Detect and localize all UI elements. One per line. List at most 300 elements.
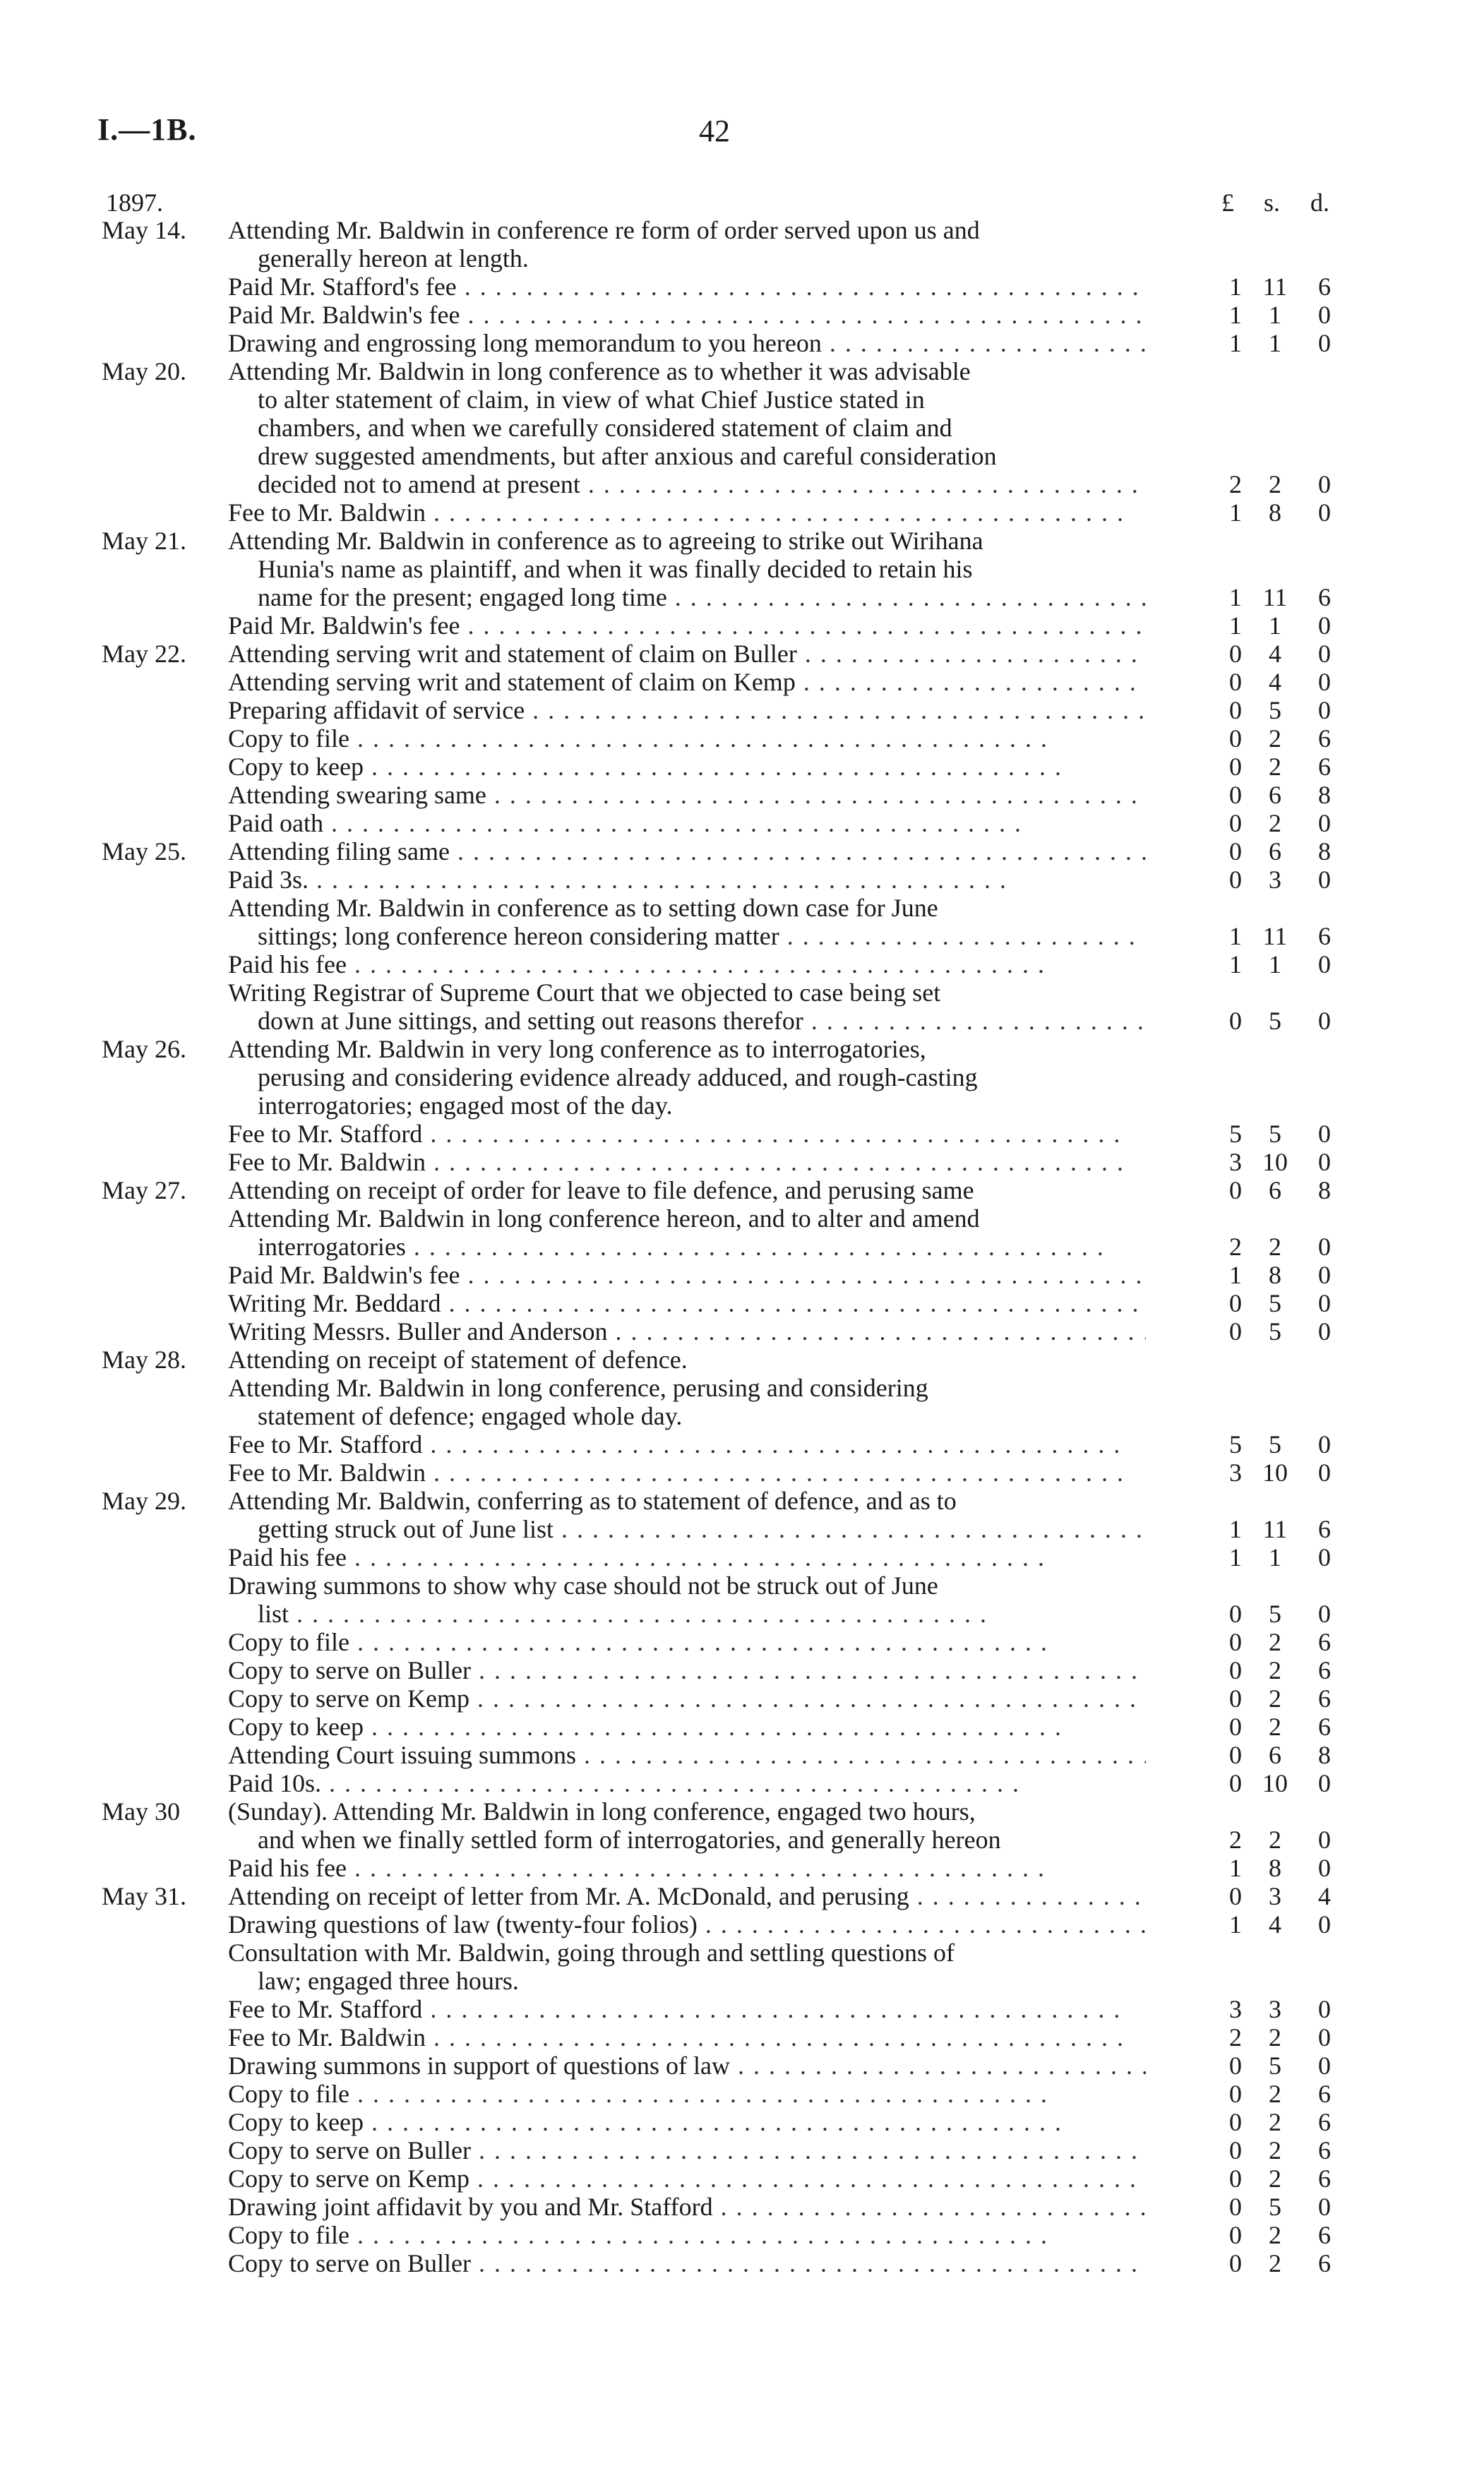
entry-description: Attending Mr. Baldwin in long conference hereon, and to alter and amend: [228, 1204, 980, 1233]
amount-pounds: 5: [1229, 1120, 1242, 1148]
entry-description: Attending Mr. Baldwin in conference re form of order served upon us and: [228, 216, 980, 244]
amount-pounds: 1: [1229, 922, 1242, 950]
entry-description: Paid oath . . .: [228, 809, 1146, 837]
ledger-row: [0, 2249, 1484, 2277]
ledger-row: [0, 1204, 1484, 1233]
amount-pounds: 0: [1229, 1176, 1242, 1204]
amount-pounds: 0: [1229, 837, 1242, 865]
amount-pounds: 0: [1229, 1628, 1242, 1656]
amount-shillings: 5: [1269, 1289, 1281, 1317]
entry-description: Copy to keep . . .: [228, 753, 1146, 781]
amount-pounds: 0: [1229, 2136, 1242, 2164]
amount-shillings: 2: [1269, 1233, 1281, 1261]
ledger-row: [0, 301, 1484, 329]
ledger-row: [0, 329, 1484, 357]
entry-description: interrogatories . . .: [258, 1233, 1146, 1261]
ledger-row: [0, 2164, 1484, 2193]
ledger-row: [0, 1035, 1484, 1063]
entry-description: Attending Mr. Baldwin, conferring as to statement of defence, and as to: [228, 1487, 957, 1515]
entry-description: Attending Court issuing summons . . .: [228, 1741, 1146, 1769]
amount-pence: 0: [1318, 1007, 1331, 1035]
ledger-row: [0, 922, 1484, 950]
ledger-row: [0, 1515, 1484, 1543]
ledger-row: [0, 1063, 1484, 1091]
entry-description: statement of defence; engaged whole day.: [258, 1402, 683, 1430]
amount-pence: 0: [1318, 1600, 1331, 1628]
ledger-table: [0, 216, 1484, 2277]
amount-pence: 0: [1318, 1120, 1331, 1148]
ledger-row: [0, 1233, 1484, 1261]
amount-pounds: 0: [1229, 1882, 1242, 1910]
ledger-row: [0, 1346, 1484, 1374]
ledger-row: [0, 1967, 1484, 1995]
amount-pounds: 2: [1229, 2023, 1242, 2051]
amount-shillings: 2: [1269, 1656, 1281, 1684]
amount-shillings: 8: [1269, 1261, 1281, 1289]
entry-description: Copy to file . . .: [228, 2080, 1146, 2108]
ledger-row: [0, 1571, 1484, 1600]
ledger-row: [0, 724, 1484, 753]
amount-pence: 0: [1318, 1317, 1331, 1346]
amount-pence: 8: [1318, 837, 1331, 865]
ledger-row: [0, 1374, 1484, 1402]
amount-pence: 0: [1318, 1826, 1331, 1854]
entry-description: Fee to Mr. Baldwin . . .: [228, 498, 1146, 527]
entry-date: May 20.: [102, 357, 186, 385]
entry-date: May 25.: [102, 837, 186, 865]
amount-pence: 0: [1318, 2193, 1331, 2221]
amount-shillings: 8: [1269, 1854, 1281, 1882]
amount-pence: 8: [1318, 781, 1331, 809]
amount-pounds: 0: [1229, 2108, 1242, 2136]
amount-pence: 6: [1318, 1515, 1331, 1543]
amount-pence: 0: [1318, 498, 1331, 527]
entry-date: May 27.: [102, 1176, 186, 1204]
ledger-row: [0, 1741, 1484, 1769]
entry-date: May 22.: [102, 640, 186, 668]
amount-pence: 0: [1318, 1854, 1331, 1882]
amount-shillings: 2: [1269, 1713, 1281, 1741]
amount-pounds: 0: [1229, 668, 1242, 696]
entry-description: getting struck out of June list . . .: [258, 1515, 1146, 1543]
entry-description: law; engaged three hours.: [258, 1967, 519, 1995]
amount-shillings: 2: [1269, 724, 1281, 753]
entry-description: Paid 10s. . . .: [228, 1769, 1146, 1797]
ledger-row: [0, 1487, 1484, 1515]
entry-description: Attending Mr. Baldwin in long conference as to whether it was advisable: [228, 357, 971, 385]
shillings-column-header: s.: [1264, 188, 1281, 217]
amount-pence: 8: [1318, 1741, 1331, 1769]
ledger-row: [0, 2023, 1484, 2051]
amount-shillings: 1: [1269, 950, 1281, 978]
ledger-row: [0, 1628, 1484, 1656]
amount-shillings: 5: [1269, 1120, 1281, 1148]
amount-shillings: 2: [1269, 470, 1281, 498]
amount-shillings: 2: [1269, 809, 1281, 837]
amount-pence: 6: [1318, 753, 1331, 781]
amount-pounds: 0: [1229, 809, 1242, 837]
amount-shillings: 11: [1262, 583, 1288, 611]
ledger-row: [0, 809, 1484, 837]
amount-pence: 6: [1318, 1656, 1331, 1684]
ledger-row: [0, 2193, 1484, 2221]
ledger-row: [0, 470, 1484, 498]
amount-pence: 0: [1318, 640, 1331, 668]
entry-description: list . . .: [258, 1600, 1146, 1628]
amount-pounds: 0: [1229, 753, 1242, 781]
entry-description: Paid Mr. Baldwin's fee . . .: [228, 1261, 1146, 1289]
ledger-row: [0, 1430, 1484, 1458]
amount-shillings: 2: [1269, 2023, 1281, 2051]
entry-description: Copy to file . . .: [228, 724, 1146, 753]
entry-description: Paid Mr. Stafford's fee . . .: [228, 272, 1146, 301]
ledger-row: [0, 978, 1484, 1007]
amount-pence: 0: [1318, 2023, 1331, 2051]
entry-description: name for the present; engaged long time . . .: [258, 583, 1146, 611]
amount-pence: 0: [1318, 1430, 1331, 1458]
amount-pence: 6: [1318, 2249, 1331, 2277]
amount-pounds: 1: [1229, 611, 1242, 640]
entry-description: Paid 3s. . . .: [228, 865, 1146, 894]
entry-description: Copy to serve on Buller . . .: [228, 2249, 1146, 2277]
ledger-row: [0, 1769, 1484, 1797]
entry-description: Attending filing same . . .: [228, 837, 1146, 865]
amount-pounds: 1: [1229, 1854, 1242, 1882]
amount-shillings: 2: [1269, 1628, 1281, 1656]
amount-pounds: 3: [1229, 1995, 1242, 2023]
amount-pounds: 0: [1229, 1769, 1242, 1797]
ledger-row: [0, 244, 1484, 272]
entry-description: chambers, and when we carefully considered statement of claim and: [258, 414, 952, 442]
amount-shillings: 1: [1269, 301, 1281, 329]
amount-pence: 6: [1318, 2221, 1331, 2249]
ledger-row: [0, 1176, 1484, 1204]
amount-pounds: 0: [1229, 2080, 1242, 2108]
amount-shillings: 4: [1269, 1910, 1281, 1939]
amount-pounds: 0: [1229, 1684, 1242, 1713]
amount-pence: 6: [1318, 583, 1331, 611]
amount-pounds: 0: [1229, 1741, 1242, 1769]
entry-date: May 14.: [102, 216, 186, 244]
amount-pence: 0: [1318, 301, 1331, 329]
ledger-row: [0, 2108, 1484, 2136]
entry-description: Paid his fee . . .: [228, 1854, 1146, 1882]
amount-pence: 0: [1318, 470, 1331, 498]
amount-shillings: 2: [1269, 2164, 1281, 2193]
amount-pounds: 0: [1229, 1317, 1242, 1346]
ledger-row: [0, 555, 1484, 583]
amount-pence: 6: [1318, 2136, 1331, 2164]
amount-pounds: 0: [1229, 2051, 1242, 2080]
amount-pence: 4: [1318, 1882, 1331, 1910]
amount-pence: 0: [1318, 1458, 1331, 1487]
amount-shillings: 2: [1269, 2108, 1281, 2136]
amount-shillings: 2: [1269, 1826, 1281, 1854]
amount-shillings: 11: [1262, 272, 1288, 301]
amount-shillings: 2: [1269, 2221, 1281, 2249]
amount-pence: 6: [1318, 1713, 1331, 1741]
amount-pounds: 1: [1229, 498, 1242, 527]
ledger-row: [0, 1600, 1484, 1628]
ledger-row: [0, 865, 1484, 894]
amount-shillings: 5: [1269, 1600, 1281, 1628]
amount-shillings: 5: [1269, 696, 1281, 724]
amount-shillings: 2: [1269, 753, 1281, 781]
entry-description: Copy to keep . . .: [228, 2108, 1146, 2136]
amount-pence: 0: [1318, 696, 1331, 724]
amount-pence: 6: [1318, 2164, 1331, 2193]
amount-pounds: 0: [1229, 2193, 1242, 2221]
entry-description: Attending serving writ and statement of claim on Buller . . .: [228, 640, 1146, 668]
entry-description: Paid Mr. Baldwin's fee . . .: [228, 611, 1146, 640]
amount-pence: 0: [1318, 1148, 1331, 1176]
amount-pounds: 1: [1229, 301, 1242, 329]
amount-shillings: 6: [1269, 837, 1281, 865]
ledger-row: [0, 837, 1484, 865]
amount-pounds: 0: [1229, 2221, 1242, 2249]
amount-pounds: 5: [1229, 1430, 1242, 1458]
entry-date: May 28.: [102, 1346, 186, 1374]
ledger-row: [0, 1091, 1484, 1120]
amount-pounds: 2: [1229, 1233, 1242, 1261]
amount-pence: 0: [1318, 2051, 1331, 2080]
entry-description: Attending swearing same . . .: [228, 781, 1146, 809]
entry-date: May 30: [102, 1797, 180, 1826]
amount-pounds: 0: [1229, 865, 1242, 894]
amount-pounds: 1: [1229, 1543, 1242, 1571]
entry-description: Writing Registrar of Supreme Court that we objected to case being set: [228, 978, 941, 1007]
amount-pounds: 0: [1229, 781, 1242, 809]
entry-description: Hunia's name as plaintiff, and when it was finally decided to retain his: [258, 555, 973, 583]
entry-description: Fee to Mr. Baldwin . . .: [228, 1148, 1146, 1176]
amount-pence: 0: [1318, 1910, 1331, 1939]
amount-shillings: 2: [1269, 2080, 1281, 2108]
amount-pounds: 2: [1229, 1826, 1242, 1854]
amount-pence: 0: [1318, 611, 1331, 640]
entry-description: Writing Messrs. Buller and Anderson . . .: [228, 1317, 1146, 1346]
amount-shillings: 6: [1269, 1741, 1281, 1769]
amount-shillings: 3: [1269, 1995, 1281, 2023]
entry-description: to alter statement of claim, in view of what Chief Justice stated in: [258, 385, 925, 414]
amount-pounds: 1: [1229, 583, 1242, 611]
entry-date: May 21.: [102, 527, 186, 555]
entry-description: Attending Mr. Baldwin in long conference, perusing and considering: [228, 1374, 928, 1402]
amount-pence: 0: [1318, 1233, 1331, 1261]
amount-shillings: 2: [1269, 2136, 1281, 2164]
amount-pence: 0: [1318, 950, 1331, 978]
ledger-row: [0, 1402, 1484, 1430]
entry-description: drew suggested amendments, but after anxious and careful consideration: [258, 442, 997, 470]
ledger-row: [0, 1261, 1484, 1289]
pence-column-header: d.: [1310, 188, 1329, 217]
amount-pence: 0: [1318, 668, 1331, 696]
entry-description: Fee to Mr. Stafford . . .: [228, 1995, 1146, 2023]
amount-shillings: 5: [1269, 2193, 1281, 2221]
ledger-row: [0, 1684, 1484, 1713]
amount-pence: 0: [1318, 865, 1331, 894]
ledger-row: [0, 753, 1484, 781]
amount-pounds: 3: [1229, 1148, 1242, 1176]
amount-pounds: 1: [1229, 272, 1242, 301]
paper-reference: I.—1B.: [97, 112, 197, 147]
amount-pounds: 0: [1229, 1007, 1242, 1035]
amount-shillings: 1: [1269, 329, 1281, 357]
amount-pounds: 0: [1229, 2164, 1242, 2193]
amount-pence: 6: [1318, 1628, 1331, 1656]
ledger-row: [0, 894, 1484, 922]
amount-shillings: 10: [1262, 1769, 1288, 1797]
ledger-row: [0, 357, 1484, 385]
amount-shillings: 11: [1262, 1515, 1288, 1543]
ledger-row: [0, 272, 1484, 301]
amount-pounds: 1: [1229, 329, 1242, 357]
amount-shillings: 3: [1269, 1882, 1281, 1910]
entry-description: Copy to serve on Kemp . . .: [228, 1684, 1146, 1713]
ledger-row: [0, 385, 1484, 414]
ledger-row: [0, 498, 1484, 527]
entry-description: Attending Mr. Baldwin in conference as to agreeing to strike out Wirihana: [228, 527, 983, 555]
amount-pounds: 3: [1229, 1458, 1242, 1487]
entry-description: Drawing and engrossing long memorandum to you hereon . . .: [228, 329, 1146, 357]
amount-shillings: 1: [1269, 1543, 1281, 1571]
ledger-row: [0, 1148, 1484, 1176]
entry-description: Copy to file . . .: [228, 1628, 1146, 1656]
page-number: 42: [699, 114, 730, 148]
amount-pounds: 0: [1229, 724, 1242, 753]
ledger-row: [0, 1713, 1484, 1741]
amount-shillings: 5: [1269, 1430, 1281, 1458]
entry-date: May 31.: [102, 1882, 186, 1910]
amount-pounds: 2: [1229, 470, 1242, 498]
entry-description: Drawing summons in support of questions of law . . .: [228, 2051, 1146, 2080]
ledger-row: [0, 527, 1484, 555]
entry-description: Fee to Mr. Stafford . . .: [228, 1430, 1146, 1458]
amount-pounds: 1: [1229, 1261, 1242, 1289]
entry-description: down at June sittings, and setting out reasons therefor . . .: [258, 1007, 1146, 1035]
amount-pounds: 0: [1229, 640, 1242, 668]
amount-shillings: 11: [1262, 922, 1288, 950]
ledger-row: [0, 1995, 1484, 2023]
amount-pounds: 1: [1229, 1515, 1242, 1543]
amount-pence: 0: [1318, 1769, 1331, 1797]
ledger-row: [0, 583, 1484, 611]
amount-pence: 0: [1318, 809, 1331, 837]
amount-pence: 6: [1318, 1684, 1331, 1713]
amount-shillings: 2: [1269, 2249, 1281, 2277]
entry-description: Fee to Mr. Baldwin . . .: [228, 1458, 1146, 1487]
ledger-row: [0, 668, 1484, 696]
entry-description: decided not to amend at present . . .: [258, 470, 1146, 498]
entry-description: Copy to file . . .: [228, 2221, 1146, 2249]
entry-description: Copy to serve on Buller . . .: [228, 1656, 1146, 1684]
amount-pence: 6: [1318, 922, 1331, 950]
year-heading: 1897.: [106, 188, 163, 217]
amount-shillings: 4: [1269, 640, 1281, 668]
entry-description: Attending Mr. Baldwin in conference as to setting down case for June: [228, 894, 938, 922]
ledger-row: [0, 1826, 1484, 1854]
entry-description: Fee to Mr. Baldwin . . .: [228, 2023, 1146, 2051]
ledger-row: [0, 2080, 1484, 2108]
ledger-row: [0, 442, 1484, 470]
amount-pounds: 1: [1229, 950, 1242, 978]
amount-shillings: 5: [1269, 2051, 1281, 2080]
entry-description: Consultation with Mr. Baldwin, going through and settling questions of: [228, 1939, 955, 1967]
ledger-row: [0, 1939, 1484, 1967]
entry-description: Paid his fee . . .: [228, 950, 1146, 978]
entry-description: Fee to Mr. Stafford . . .: [228, 1120, 1146, 1148]
amount-pence: 0: [1318, 1995, 1331, 2023]
entry-description: generally hereon at length.: [258, 244, 529, 272]
entry-description: Paid his fee . . .: [228, 1543, 1146, 1571]
ledger-row: [0, 781, 1484, 809]
ledger-row: [0, 1317, 1484, 1346]
ledger-row: [0, 611, 1484, 640]
ledger-row: [0, 1458, 1484, 1487]
ledger-row: [0, 2051, 1484, 2080]
amount-pence: 6: [1318, 724, 1331, 753]
amount-pounds: 0: [1229, 1713, 1242, 1741]
ledger-row: [0, 216, 1484, 244]
ledger-row: [0, 1543, 1484, 1571]
entry-description: Drawing summons to show why case should not be struck out of June: [228, 1571, 938, 1600]
ledger-row: [0, 950, 1484, 978]
amount-shillings: 4: [1269, 668, 1281, 696]
ledger-row: [0, 1289, 1484, 1317]
ledger-row: [0, 1854, 1484, 1882]
entry-description: sittings; long conference hereon considering matter . . .: [258, 922, 1146, 950]
entry-description: Attending Mr. Baldwin in very long conference as to interrogatories,: [228, 1035, 926, 1063]
amount-pence: 6: [1318, 2108, 1331, 2136]
ledger-row: [0, 1007, 1484, 1035]
ledger-row: [0, 414, 1484, 442]
amount-shillings: 10: [1262, 1148, 1288, 1176]
entry-description: (Sunday). Attending Mr. Baldwin in long conference, engaged two hours,: [228, 1797, 976, 1826]
ledger-row: [0, 1882, 1484, 1910]
amount-shillings: 1: [1269, 611, 1281, 640]
amount-pounds: 0: [1229, 696, 1242, 724]
amount-pence: 6: [1318, 2080, 1331, 2108]
amount-pence: 0: [1318, 1543, 1331, 1571]
amount-pounds: 0: [1229, 1656, 1242, 1684]
amount-pounds: 0: [1229, 1600, 1242, 1628]
amount-shillings: 8: [1269, 498, 1281, 527]
entry-description: Attending on receipt of order for leave to file defence, and perusing same: [228, 1176, 974, 1204]
amount-shillings: 5: [1269, 1317, 1281, 1346]
amount-shillings: 10: [1262, 1458, 1288, 1487]
entry-description: Drawing questions of law (twenty-four folios) . . .: [228, 1910, 1146, 1939]
entry-description: Preparing affidavit of service . . .: [228, 696, 1146, 724]
amount-pence: 0: [1318, 1289, 1331, 1317]
entry-date: May 29.: [102, 1487, 186, 1515]
entry-description: Copy to serve on Kemp . . .: [228, 2164, 1146, 2193]
ledger-row: [0, 1656, 1484, 1684]
entry-description: Paid Mr. Baldwin's fee . . .: [228, 301, 1146, 329]
amount-shillings: 5: [1269, 1007, 1281, 1035]
amount-pounds: 0: [1229, 1289, 1242, 1317]
entry-date: May 26.: [102, 1035, 186, 1063]
entry-description: Drawing joint affidavit by you and Mr. Stafford . . .: [228, 2193, 1146, 2221]
entry-description: Copy to keep . . .: [228, 1713, 1146, 1741]
amount-pence: 0: [1318, 329, 1331, 357]
pounds-column-header: £: [1221, 188, 1234, 217]
ledger-row: [0, 1797, 1484, 1826]
amount-pence: 6: [1318, 272, 1331, 301]
ledger-row: [0, 640, 1484, 668]
ledger-row: [0, 696, 1484, 724]
ledger-row: [0, 1120, 1484, 1148]
entry-description: and when we finally settled form of interrogatories, and generally hereon: [258, 1826, 1001, 1854]
amount-shillings: 6: [1269, 1176, 1281, 1204]
